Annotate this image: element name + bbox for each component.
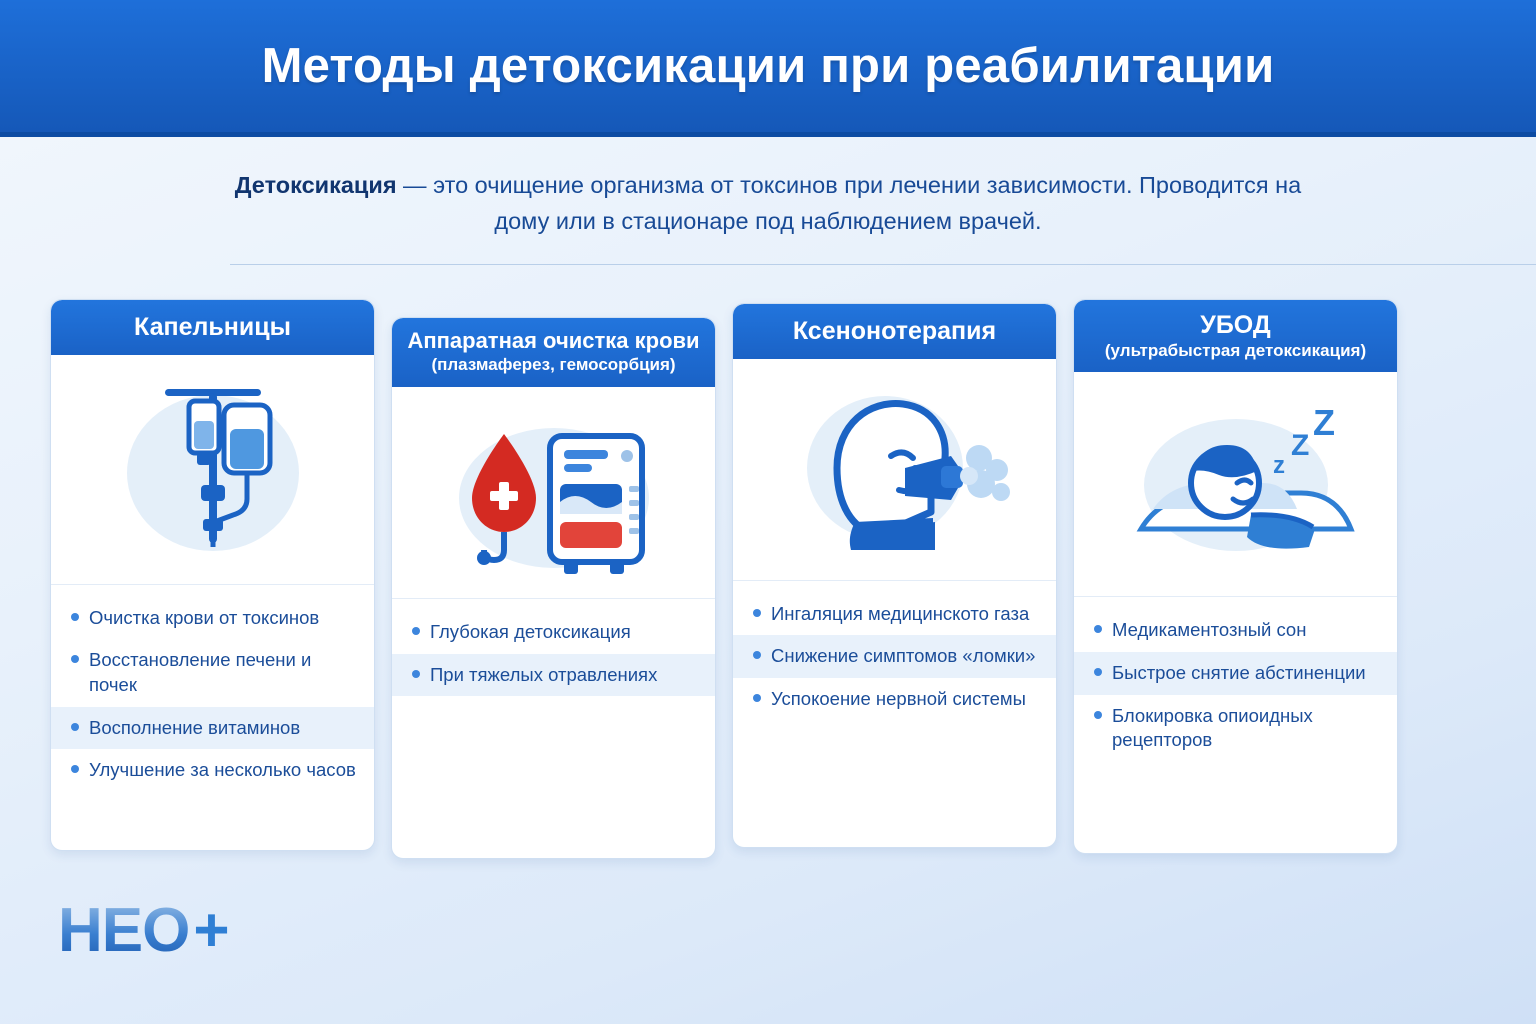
card-title: УБОД xyxy=(1200,310,1271,339)
list-item: Блокировка опиоидных рецепторов xyxy=(1074,695,1397,762)
list-item: При тяжелых отравлениях xyxy=(392,654,715,697)
blood-drop-machine-icon xyxy=(424,398,684,588)
intro-section xyxy=(0,137,1536,265)
card-header xyxy=(733,304,1056,359)
list-item: Быстрое снятие абстиненции xyxy=(1074,652,1397,695)
inhalation-mask-icon xyxy=(765,372,1025,567)
card-benefit-list xyxy=(51,585,374,850)
list-item: Восстановление печени и почек xyxy=(51,639,374,706)
list-item: Улучшение за несколько часов xyxy=(51,749,374,792)
list-item: Снижение симптомов «ломки» xyxy=(733,635,1056,678)
list-item: Восполнение витаминов xyxy=(51,707,374,750)
card-illustration xyxy=(733,359,1056,581)
card-header xyxy=(51,300,374,355)
sleeping-patient-icon xyxy=(1101,387,1371,582)
iv-drip-icon xyxy=(93,369,333,569)
card-title: Ксенонотерапия xyxy=(792,316,997,345)
card-ubod xyxy=(1073,299,1398,854)
list-item: Успокоение нервной системы xyxy=(733,678,1056,721)
svg-text:z: z xyxy=(1272,451,1285,479)
brand-logo xyxy=(58,895,230,966)
card-benefit-list xyxy=(1074,597,1397,852)
method-cards xyxy=(0,265,1536,859)
svg-text:Z: Z xyxy=(1290,428,1309,462)
intro-body: — это очищение организма от токсинов при лечении зависимости. Проводится на дому или в стационаре под наблюдением врачей. xyxy=(396,172,1302,235)
card-title: Аппаратная очистка крови xyxy=(407,327,700,353)
card-subtitle: (ультрабыстрая детоксикация) xyxy=(1104,340,1367,360)
card-ksenonoterapiya xyxy=(732,303,1057,848)
card-illustration xyxy=(1074,372,1397,597)
card-subtitle: (плазмаферез, гемосорбция) xyxy=(431,355,676,375)
card-illustration xyxy=(392,387,715,599)
list-item: Ингаляция медицинското газа xyxy=(733,593,1056,636)
card-benefit-list xyxy=(392,599,715,858)
card-header xyxy=(392,318,715,387)
list-item: Глубокая детоксикация xyxy=(392,611,715,654)
logo-plus-icon: + xyxy=(193,896,230,965)
logo-text: HEO xyxy=(58,896,190,965)
intro-text xyxy=(230,167,1306,240)
card-apparatnaya-ochistka xyxy=(391,317,716,859)
card-title: Капельницы xyxy=(134,312,291,341)
svg-text:Z: Z xyxy=(1312,401,1335,443)
page-title: Методы детоксикации при реабилитации xyxy=(261,39,1275,93)
card-benefit-list xyxy=(733,581,1056,847)
card-kapelnitsy xyxy=(50,299,375,851)
poster-header xyxy=(0,0,1536,137)
card-header xyxy=(1074,300,1397,373)
list-item: Медикаментозный сон xyxy=(1074,609,1397,652)
intro-lead: Детоксикация xyxy=(234,172,397,198)
card-illustration xyxy=(51,355,374,585)
list-item: Очистка крови от токсинов xyxy=(51,597,374,640)
